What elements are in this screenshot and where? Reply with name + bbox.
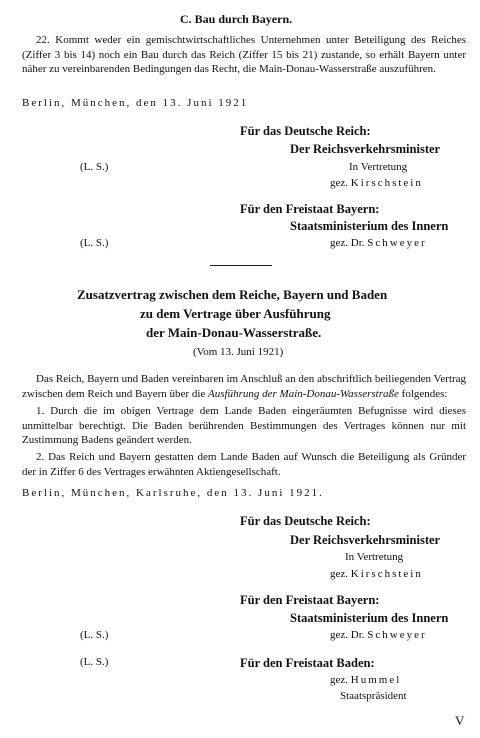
zusatz-intro: Das Reich, Bayern und Baden vereinbaren im Anschluß an den abschriftlich beiliegenden Vertrag zwischen dem Reich und Bayern über die Ausführung der Main-Donau-Wasserstraße folgendes: xyxy=(22,373,466,400)
baden-signature-2: gez. Hummel xyxy=(330,674,402,686)
section-c-heading: C. Bau durch Bayern. xyxy=(180,12,293,26)
zusatz-point-1: 1. Durch die im obigen Vertrage dem Lande Baden eingeräumten Befugnisse wird dieses unmittelbar berechtigt. Die Baden berührenden Bestimmungen des Vertrages können nur mit Zustimmung Badens geändert werden. xyxy=(22,405,466,447)
reich-signature-2: gez. Kirschstein xyxy=(330,568,423,580)
reich-ministry-2: Der Reichsverkehrsminister xyxy=(290,533,441,547)
place-date-2: Berlin, München, Karlsruhe, den 13. Juni 1921. xyxy=(22,487,324,499)
zusatz-title-line2: zu dem Vertrage über Ausführung xyxy=(140,306,331,321)
reich-line1-1: In Vertretung xyxy=(349,161,408,173)
bayern-ministry-1: Staatsministerium des Innern xyxy=(290,219,449,233)
bayern-signature-2: gez. Dr. Schweyer xyxy=(330,629,427,641)
reich-line1-2: In Vertretung xyxy=(345,551,404,563)
zusatz-point-2: 2. Das Reich und Bayern gestatten dem Lande Baden auf Wunsch die Beteiligung als Gründer der in Ziffer 6 des Vertrages erwähnten Aktiengesellschaft. xyxy=(22,451,466,478)
page-number: V xyxy=(455,713,465,728)
seal-baden-2: (L. S.) xyxy=(80,656,109,668)
place-date-1: Berlin, München, den 13. Juni 1921 xyxy=(22,97,249,109)
section-divider xyxy=(210,265,272,266)
bayern-title-1: Für den Freistaat Bayern: xyxy=(240,202,380,216)
zusatz-title-line1: Zusatzvertrag zwischen dem Reiche, Bayern und Baden xyxy=(77,287,388,302)
seal-bayern-2: (L. S.) xyxy=(80,629,109,641)
reich-signature-1: gez. Kirschstein xyxy=(330,177,423,189)
seal-bayern-1: (L. S.) xyxy=(80,237,109,249)
reich-title-1: Für das Deutsche Reich: xyxy=(240,124,371,138)
reich-title-2: Für das Deutsche Reich: xyxy=(240,514,371,528)
bayern-signature-1: gez. Dr. Schweyer xyxy=(330,237,427,249)
baden-role-2: Staatspräsident xyxy=(340,690,407,702)
section-c-paragraph: 22. Kommt weder ein gemischtwirtschaftliches Unternehmen unter Beteiligung des Reiches (Ziffer 3 bis 14) noch ein Bau durch das Reich (Ziffer 15 bis 21) zustande, so erhält Bayern unter näher zu vereinbarenden Bedingungen das Recht, die Main-Donau-Wasserstraße auszuführen. xyxy=(22,34,466,76)
bayern-title-2: Für den Freistaat Bayern: xyxy=(240,593,380,607)
reich-ministry-1: Der Reichsverkehrsminister xyxy=(290,142,441,156)
zusatz-date: (Vom 13. Juni 1921) xyxy=(193,346,284,358)
bayern-ministry-2: Staatsministerium des Innern xyxy=(290,611,449,625)
seal-reich-1: (L. S.) xyxy=(80,161,109,173)
zusatz-title-line3: der Main-Donau-Wasserstraße. xyxy=(146,325,322,340)
baden-title-2: Für den Freistaat Baden: xyxy=(240,656,375,670)
